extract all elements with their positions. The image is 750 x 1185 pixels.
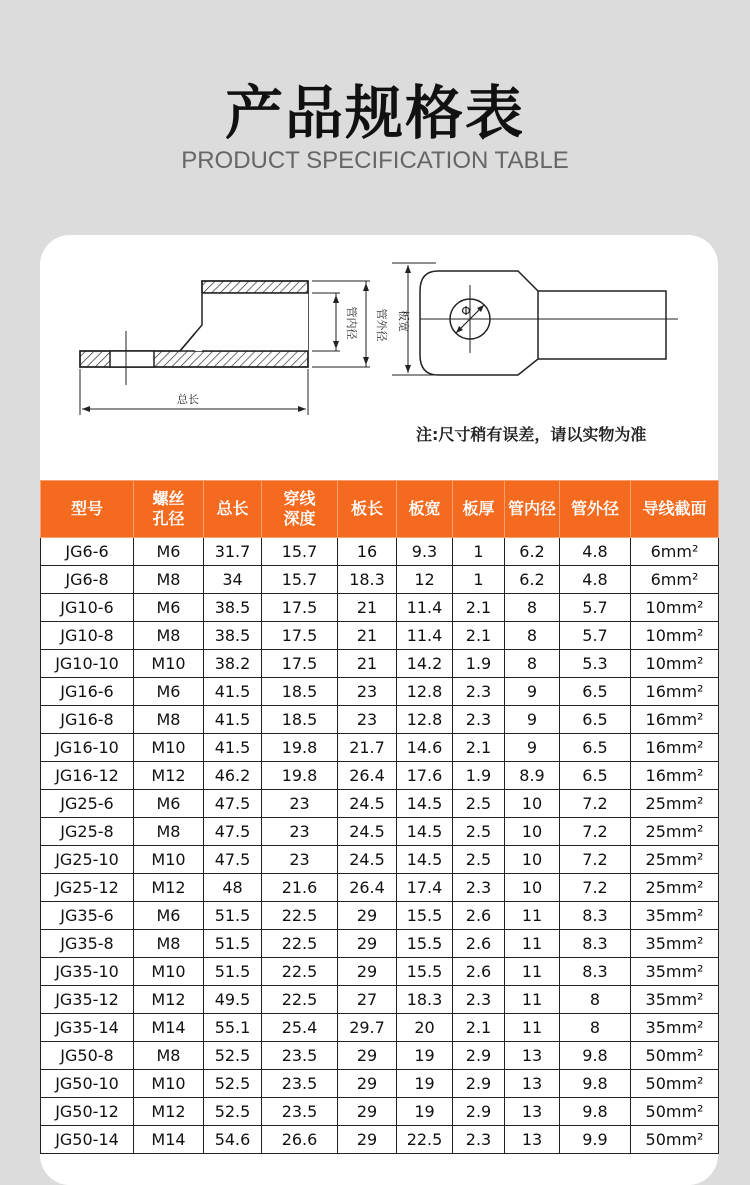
table-cell: 10 xyxy=(505,818,560,846)
table-row xyxy=(41,1098,719,1126)
table-cell: 1.9 xyxy=(453,650,505,678)
table-cell: 1 xyxy=(453,566,505,594)
table-cell: 8.9 xyxy=(505,762,560,790)
table-cell: 41.5 xyxy=(204,734,262,762)
table-cell: M10 xyxy=(134,650,204,678)
table-row xyxy=(41,846,719,874)
table-cell: 14.6 xyxy=(397,734,453,762)
table-row xyxy=(41,678,719,706)
table-cell: JG50-12 xyxy=(41,1098,134,1126)
table-cell: 22.5 xyxy=(397,1126,453,1154)
table-cell: JG16-10 xyxy=(41,734,134,762)
table-cell: 16mm² xyxy=(631,762,719,790)
table-cell: 21 xyxy=(338,622,397,650)
table-cell: 23 xyxy=(262,846,338,874)
table-cell: 2.3 xyxy=(453,874,505,902)
table-cell: M14 xyxy=(134,1014,204,1042)
table-cell: 8 xyxy=(505,622,560,650)
label-inner-diameter: 管内径 xyxy=(345,306,358,340)
table-cell: 35mm² xyxy=(631,986,719,1014)
table-cell: M10 xyxy=(134,846,204,874)
table-cell: 47.5 xyxy=(204,790,262,818)
table-cell: JG35-14 xyxy=(41,1014,134,1042)
table-cell: 48 xyxy=(204,874,262,902)
table-cell: 9 xyxy=(505,706,560,734)
table-cell: 29 xyxy=(338,958,397,986)
table-row xyxy=(41,538,719,566)
table-cell: 2.5 xyxy=(453,846,505,874)
table-cell: M8 xyxy=(134,930,204,958)
table-cell: 2.1 xyxy=(453,1014,505,1042)
table-row xyxy=(41,566,719,594)
table-row xyxy=(41,930,719,958)
table-cell: 26.6 xyxy=(262,1126,338,1154)
table-cell: M6 xyxy=(134,902,204,930)
column-header: 穿线 深度 xyxy=(262,481,338,538)
table-cell: 55.1 xyxy=(204,1014,262,1042)
table-cell: 25.4 xyxy=(262,1014,338,1042)
table-cell: 14.5 xyxy=(397,818,453,846)
column-header: 板宽 xyxy=(397,481,453,538)
table-cell: 15.5 xyxy=(397,930,453,958)
table-cell: 7.2 xyxy=(560,846,631,874)
table-cell: 6.5 xyxy=(560,762,631,790)
column-header: 导线截面 xyxy=(631,481,719,538)
table-cell: 9.8 xyxy=(560,1098,631,1126)
table-row xyxy=(41,650,719,678)
table-cell: 14.5 xyxy=(397,846,453,874)
table-cell: 18.3 xyxy=(338,566,397,594)
label-plate-width: 板宽 xyxy=(397,310,410,332)
column-header: 管内径 xyxy=(505,481,560,538)
table-cell: 2.1 xyxy=(453,734,505,762)
table-cell: 1 xyxy=(453,538,505,566)
table-cell: 23 xyxy=(338,678,397,706)
table-cell: 18.3 xyxy=(397,986,453,1014)
table-cell: 7.2 xyxy=(560,818,631,846)
table-cell: 19.8 xyxy=(262,734,338,762)
table-row xyxy=(41,706,719,734)
table-cell: 11.4 xyxy=(397,594,453,622)
table-cell: 22.5 xyxy=(262,958,338,986)
table-cell: JG16-8 xyxy=(41,706,134,734)
table-cell: JG10-6 xyxy=(41,594,134,622)
table-cell: 16mm² xyxy=(631,706,719,734)
table-cell: 9 xyxy=(505,678,560,706)
table-cell: 16mm² xyxy=(631,734,719,762)
table-cell: 22.5 xyxy=(262,986,338,1014)
table-cell: 35mm² xyxy=(631,958,719,986)
table-cell: 25mm² xyxy=(631,874,719,902)
table-row xyxy=(41,1070,719,1098)
page-title: 产品规格表 xyxy=(224,79,525,147)
table-cell: 14.2 xyxy=(397,650,453,678)
table-cell: JG16-6 xyxy=(41,678,134,706)
table-cell: 13 xyxy=(505,1070,560,1098)
table-cell: 34 xyxy=(204,566,262,594)
table-cell: 23 xyxy=(262,818,338,846)
table-cell: 47.5 xyxy=(204,846,262,874)
table-cell: 25mm² xyxy=(631,790,719,818)
table-row xyxy=(41,958,719,986)
side-view xyxy=(80,281,370,415)
table-row xyxy=(41,1126,719,1154)
table-cell: 6.2 xyxy=(505,538,560,566)
table-cell: 10mm² xyxy=(631,650,719,678)
table-cell: 29 xyxy=(338,1070,397,1098)
table-cell: 8.3 xyxy=(560,930,631,958)
table-cell: 11 xyxy=(505,958,560,986)
table-cell: 27 xyxy=(338,986,397,1014)
table-cell: JG10-10 xyxy=(41,650,134,678)
table-cell: 13 xyxy=(505,1126,560,1154)
table-cell: 10 xyxy=(505,874,560,902)
table-cell: 17.5 xyxy=(262,650,338,678)
table-cell: 2.9 xyxy=(453,1042,505,1070)
table-cell: 24.5 xyxy=(338,790,397,818)
table-cell: 11 xyxy=(505,1014,560,1042)
table-cell: 16mm² xyxy=(631,678,719,706)
table-cell: 5.7 xyxy=(560,594,631,622)
table-cell: 10mm² xyxy=(631,622,719,650)
table-cell: 29 xyxy=(338,930,397,958)
table-cell: 47.5 xyxy=(204,818,262,846)
table-cell: JG35-8 xyxy=(41,930,134,958)
table-cell: 8 xyxy=(505,650,560,678)
table-cell: 9.9 xyxy=(560,1126,631,1154)
table-cell: 8 xyxy=(560,1014,631,1042)
table-cell: 50mm² xyxy=(631,1042,719,1070)
label-total-length: 总长 xyxy=(177,393,199,406)
table-cell: 10 xyxy=(505,790,560,818)
table-cell: 11 xyxy=(505,902,560,930)
table-cell: 52.5 xyxy=(204,1070,262,1098)
table-cell: 17.4 xyxy=(397,874,453,902)
table-cell: 50mm² xyxy=(631,1126,719,1154)
table-cell: 26.4 xyxy=(338,762,397,790)
table-row xyxy=(41,1014,719,1042)
table-cell: 5.3 xyxy=(560,650,631,678)
table-cell: 22.5 xyxy=(262,930,338,958)
table-cell: 2.6 xyxy=(453,958,505,986)
top-view xyxy=(392,263,678,375)
table-cell: 51.5 xyxy=(204,930,262,958)
table-cell: M6 xyxy=(134,594,204,622)
table-cell: M6 xyxy=(134,678,204,706)
table-cell: 15.7 xyxy=(262,538,338,566)
table-cell: 51.5 xyxy=(204,902,262,930)
table-cell: 38.2 xyxy=(204,650,262,678)
table-row xyxy=(41,1042,719,1070)
table-cell: 7.2 xyxy=(560,790,631,818)
table-cell: 18.5 xyxy=(262,706,338,734)
table-cell: 22.5 xyxy=(262,902,338,930)
table-cell: M8 xyxy=(134,622,204,650)
table-cell: 19 xyxy=(397,1070,453,1098)
table-cell: 12 xyxy=(397,566,453,594)
table-cell: 52.5 xyxy=(204,1042,262,1070)
table-cell: 12.8 xyxy=(397,678,453,706)
table-cell: 35mm² xyxy=(631,902,719,930)
table-row xyxy=(41,594,719,622)
table-row xyxy=(41,874,719,902)
table-cell: 2.5 xyxy=(453,818,505,846)
table-cell: 50mm² xyxy=(631,1070,719,1098)
table-cell: 13 xyxy=(505,1098,560,1126)
table-cell: 6.5 xyxy=(560,734,631,762)
table-cell: 24.5 xyxy=(338,846,397,874)
table-row xyxy=(41,734,719,762)
table-cell: 54.6 xyxy=(204,1126,262,1154)
table-cell: 8 xyxy=(505,594,560,622)
table-cell: 8 xyxy=(560,986,631,1014)
table-cell: 16 xyxy=(338,538,397,566)
table-cell: 4.8 xyxy=(560,566,631,594)
table-cell: 2.9 xyxy=(453,1070,505,1098)
table-cell: M6 xyxy=(134,790,204,818)
table-cell: M8 xyxy=(134,706,204,734)
table-cell: 10mm² xyxy=(631,594,719,622)
table-cell: M8 xyxy=(134,566,204,594)
table-row xyxy=(41,790,719,818)
table-cell: JG25-8 xyxy=(41,818,134,846)
table-cell: 29 xyxy=(338,1098,397,1126)
table-cell: JG6-8 xyxy=(41,566,134,594)
table-cell: 19 xyxy=(397,1042,453,1070)
table-cell: JG50-14 xyxy=(41,1126,134,1154)
table-cell: 11 xyxy=(505,986,560,1014)
table-cell: JG16-12 xyxy=(41,762,134,790)
table-cell: 50mm² xyxy=(631,1098,719,1126)
table-row xyxy=(41,762,719,790)
table-cell: 29.7 xyxy=(338,1014,397,1042)
table-cell: 11.4 xyxy=(397,622,453,650)
table-cell: 23 xyxy=(262,790,338,818)
column-header: 板长 xyxy=(338,481,397,538)
table-cell: 23 xyxy=(338,706,397,734)
table-cell: 1.9 xyxy=(453,762,505,790)
table-cell: 46.2 xyxy=(204,762,262,790)
table-cell: 52.5 xyxy=(204,1098,262,1126)
table-cell: M10 xyxy=(134,1070,204,1098)
table-cell: 35mm² xyxy=(631,930,719,958)
table-cell: 24.5 xyxy=(338,818,397,846)
table-header-row xyxy=(41,481,719,538)
table-cell: 51.5 xyxy=(204,958,262,986)
table-cell: 19.8 xyxy=(262,762,338,790)
table-cell: 21 xyxy=(338,594,397,622)
table-cell: 18.5 xyxy=(262,678,338,706)
table-cell: M12 xyxy=(134,986,204,1014)
table-cell: 2.9 xyxy=(453,1098,505,1126)
table-cell: JG25-12 xyxy=(41,874,134,902)
table-cell: 2.6 xyxy=(453,930,505,958)
table-cell: 6.5 xyxy=(560,706,631,734)
table-cell: JG35-12 xyxy=(41,986,134,1014)
table-cell: 8.3 xyxy=(560,958,631,986)
table-cell: 26.4 xyxy=(338,874,397,902)
table-row xyxy=(41,818,719,846)
column-header: 管外径 xyxy=(560,481,631,538)
table-cell: 17.5 xyxy=(262,594,338,622)
page-subtitle: PRODUCT SPECIFICATION TABLE xyxy=(181,147,569,174)
table-cell: 15.7 xyxy=(262,566,338,594)
table-cell: 11 xyxy=(505,930,560,958)
table-cell: M10 xyxy=(134,734,204,762)
table-cell: 21.7 xyxy=(338,734,397,762)
table-cell: 2.1 xyxy=(453,622,505,650)
table-cell: JG25-10 xyxy=(41,846,134,874)
table-cell: 6.2 xyxy=(505,566,560,594)
column-header: 总长 xyxy=(204,481,262,538)
table-cell: 35mm² xyxy=(631,1014,719,1042)
table-cell: M14 xyxy=(134,1126,204,1154)
table-cell: 6mm² xyxy=(631,538,719,566)
table-cell: JG35-6 xyxy=(41,902,134,930)
table-cell: 10 xyxy=(505,846,560,874)
table-cell: 9.8 xyxy=(560,1042,631,1070)
table-cell: JG35-10 xyxy=(41,958,134,986)
table-cell: 6mm² xyxy=(631,566,719,594)
label-outer-diameter: 管外径 xyxy=(375,308,388,342)
column-header: 板厚 xyxy=(453,481,505,538)
table-cell: 29 xyxy=(338,1126,397,1154)
table-cell: 29 xyxy=(338,1042,397,1070)
table-cell: JG50-8 xyxy=(41,1042,134,1070)
table-cell: 41.5 xyxy=(204,706,262,734)
table-cell: 2.1 xyxy=(453,594,505,622)
table-cell: M12 xyxy=(134,762,204,790)
table-cell: 5.7 xyxy=(560,622,631,650)
table-cell: 38.5 xyxy=(204,594,262,622)
table-row xyxy=(41,986,719,1014)
table-cell: 23.5 xyxy=(262,1042,338,1070)
table-cell: 31.7 xyxy=(204,538,262,566)
table-cell: 25mm² xyxy=(631,818,719,846)
table-cell: 41.5 xyxy=(204,678,262,706)
table-cell: 25mm² xyxy=(631,846,719,874)
column-header: 螺丝 孔径 xyxy=(134,481,204,538)
table-cell: M8 xyxy=(134,1042,204,1070)
table-cell: M12 xyxy=(134,1098,204,1126)
table-cell: 4.8 xyxy=(560,538,631,566)
table-cell: 19 xyxy=(397,1098,453,1126)
table-cell: 2.3 xyxy=(453,678,505,706)
table-cell: 15.5 xyxy=(397,902,453,930)
table-cell: 23.5 xyxy=(262,1098,338,1126)
table-cell: 49.5 xyxy=(204,986,262,1014)
table-cell: M12 xyxy=(134,874,204,902)
tolerance-note: 注:尺寸稍有误差，请以实物为准 xyxy=(416,425,647,444)
table-cell: JG50-10 xyxy=(41,1070,134,1098)
table-cell: 9.3 xyxy=(397,538,453,566)
table-cell: 13 xyxy=(505,1042,560,1070)
table-cell: JG10-8 xyxy=(41,622,134,650)
table-cell: 2.6 xyxy=(453,902,505,930)
label-phi: Φ xyxy=(461,304,471,318)
table-cell: 17.6 xyxy=(397,762,453,790)
table-cell: 9 xyxy=(505,734,560,762)
table-cell: JG25-6 xyxy=(41,790,134,818)
table-cell: 14.5 xyxy=(397,790,453,818)
table-cell: 8.3 xyxy=(560,902,631,930)
table-cell: 7.2 xyxy=(560,874,631,902)
table-cell: 2.5 xyxy=(453,790,505,818)
table-cell: 29 xyxy=(338,902,397,930)
table-cell: 23.5 xyxy=(262,1070,338,1098)
table-cell: 6.5 xyxy=(560,678,631,706)
table-cell: 21.6 xyxy=(262,874,338,902)
table-cell: 12.8 xyxy=(397,706,453,734)
table-cell: 38.5 xyxy=(204,622,262,650)
table-cell: JG6-6 xyxy=(41,538,134,566)
table-cell: 2.3 xyxy=(453,706,505,734)
column-header: 型号 xyxy=(41,481,134,538)
table-cell: 15.5 xyxy=(397,958,453,986)
table-row xyxy=(41,902,719,930)
table-cell: M8 xyxy=(134,818,204,846)
table-cell: 21 xyxy=(338,650,397,678)
table-cell: 20 xyxy=(397,1014,453,1042)
table-cell: 9.8 xyxy=(560,1070,631,1098)
table-cell: 2.3 xyxy=(453,1126,505,1154)
spec-table xyxy=(40,480,719,1154)
table-cell: M10 xyxy=(134,958,204,986)
table-cell: M6 xyxy=(134,538,204,566)
table-cell: 2.3 xyxy=(453,986,505,1014)
table-row xyxy=(41,622,719,650)
table-cell: 17.5 xyxy=(262,622,338,650)
table-body xyxy=(41,538,719,1154)
